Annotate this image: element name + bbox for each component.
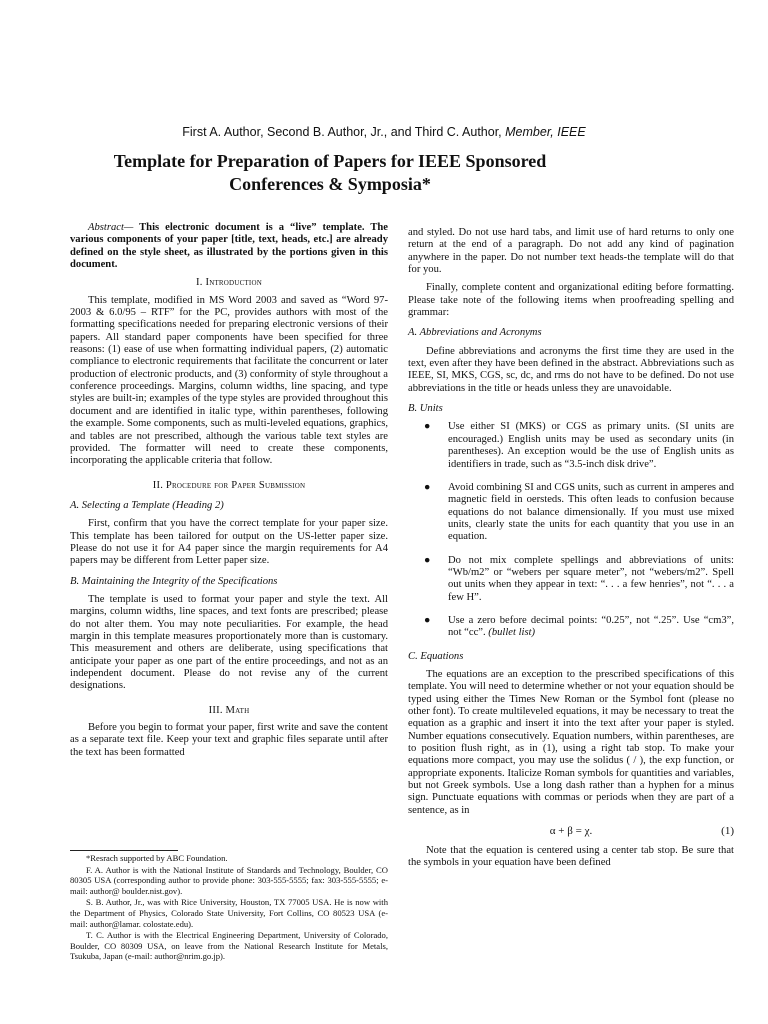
bullet-text: Use a zero before decimal points: “0.25”, not “.25”. Use “cm3”, not “cc”. (448, 614, 734, 639)
footnote-first-author: F. A. Author is with the National Institute of Standards and Technology, Boulder, CO 80305 USA (corresponding author to provide phone: 303-555-5555; fax: 303-555-5555; e-mail: author@ boulder.nist.gov). (70, 864, 388, 896)
abstract (70, 222, 388, 271)
introduction-paragraph: This template, modified in MS Word 2003 and saved as “Word 97-2003 & 6.0/95 – RTF” for the PC, provides authors with most of the formatting specifications needed for preparing electronic versions of their papers. All standard paper components have been specified for three reasons: (1) ease of use when formatting individual papers, (2) automatic compliance to electronic requirements that facilitate the concurrent or later production of electronic products, and (3) conformity of style throughout a conference proceedings. Margins, column widths, line spacing, and type styles are built-in; examples of the type styles are provided throughout this document and are identified in italic type, within parentheses, following the example. Some components, such as multi-leveled equations, graphics, and tables are not prescribed, although the various table text styles are provided. The formatter will need to create these components, incorporating the applicable criteria that follow. (70, 294, 388, 467)
equation-note-paragraph: Note that the equation is centered using a center tab stop. Be sure that the symbols in your equation have been defined (408, 845, 734, 869)
bullet-icon: ● (424, 614, 431, 626)
abstract-text: This electronic document is a “live” template. The various components of your paper [title, text, heads, etc.] are already defined on the style sheet, as illustrated by the portions given in this document. (70, 222, 388, 271)
math-paragraph: Before you begin to format your paper, first write and save the content as a separate text file. Keep your text and graphic files separate until after the text has been formatted (70, 722, 388, 758)
bullet-icon: ● (424, 554, 431, 566)
right-column (408, 227, 734, 870)
author-names: First A. Author, Second B. Author, Jr., and Third C. Author, (182, 125, 502, 139)
bullet-style-note: (bullet list) (488, 627, 536, 639)
page-title (20, 150, 640, 196)
bullet-text: Use either SI (MKS) or CGS as primary units. (SI units are encouraged.) English units may be used as secondary units (in parentheses). An exception would be the use of English units as identifiers in trade, such as “3.5-inch disk drive”. (448, 421, 734, 470)
list-item (408, 555, 734, 604)
bullet-text: Avoid combining SI and CGS units, such as current in amperes and magnetic field in oersteds. This often leads to confusion because equations do not balance dimensionally. If you must use mixed units, clearly state the units for each quantity that you use in an equation. (448, 481, 734, 543)
section-heading-math: III. Math (208, 704, 250, 716)
integrity-paragraph: The template is used to format your paper and style the text. All margins, column widths, line spaces, and text fonts are prescribed; please do not alter them. You may note peculiarities. For example, the head margin in this template measures proportionately more than is customary. This measurement and others are deliberate, using specifications that anticipate your paper as one part of the entire proceedings, and not as an independent document. Please do not revise any of the current designations. (70, 593, 388, 692)
abbreviations-paragraph: Define abbreviations and acronyms the first time they are used in the text, even after they have been defined in the abstract. Abbreviations such as IEEE, SI, MKS, CGS, sc, dc, and rms do not have to be defined. Do not use abbreviations in the title or heads unless they are unavoidable. (408, 345, 734, 394)
equations-paragraph: The equations are an exception to the prescribed specifications of this template. You will need to determine whether or not your equation should be typed using either the Times New Roman or the Symbol font (please no other font). To create multileveled equations, it may be necessary to treat the equation as a graphic and insert it into the text after your paper is styled. Number equations consecutively. Equation numbers, within parentheses, are to position flush right, as in (1), using a right tab stop. To make your equations more compact, you may use the solidus ( / ), the exp function, or appropriate exponents. Italicize Roman symbols for quantities and variables, but not Greek symbols. Use a long dash rather than a hyphen for a minus sign. Punctuate equations with commas or periods when they are part of a sentence, as in (408, 668, 734, 816)
author-line (0, 125, 768, 139)
subsection-heading-units: B. Units (408, 403, 443, 415)
subsection-heading-selecting-template: A. Selecting a Template (Heading 2) (70, 499, 224, 511)
footnote-support: *Resrach supported by ABC Foundation. (86, 853, 228, 863)
list-item (408, 421, 734, 470)
footnote-second-author: S. B. Author, Jr., was with Rice University, Houston, TX 77005 USA. He is now with the Department of Physics, Colorado State University, Fort Collins, CO 80523 USA (e-mail: author@lamar. colostate.edu). (70, 897, 388, 929)
left-column (70, 222, 388, 759)
list-item (408, 482, 734, 544)
list-item (408, 615, 734, 640)
author-membership: Member, IEEE (505, 125, 586, 139)
footnote-rule (70, 850, 178, 851)
equation-1 (408, 825, 734, 841)
selecting-template-paragraph: First, confirm that you have the correct template for your paper size. This template has been tailored for output on the US-letter paper size. Please do not use it for A4 paper since the margin requirements for A4 papers may be different from Letter paper size. (70, 518, 388, 567)
bullet-text: Do not mix complete spellings and abbreviations of units: “Wb/m2” or “webers per square meter”, not “webers/m2”. Spell out units when they appear in text: “. . . a few henries”, not “. . . a few H”. (448, 554, 734, 603)
subsection-heading-integrity: B. Maintaining the Integrity of the Specifications (70, 575, 278, 587)
subsection-heading-abbreviations: A. Abbreviations and Acronyms (408, 327, 542, 339)
equation-expression: α + β = χ. (549, 825, 593, 838)
footnote-third-author: T. C. Author is with the Electrical Engineering Department, University of Colorado, Boulder, CO 80309 USA, on leave from the National Research Institute for Metals, Tsukuba, Japan (e-mail: author@nrim.go.jp). (70, 930, 388, 962)
section-heading-introduction: I. Introduction (196, 277, 262, 289)
footnotes (70, 853, 388, 963)
subsection-heading-equations: C. Equations (408, 650, 464, 662)
equation-number: (1) (721, 825, 734, 838)
units-bullet-list (408, 421, 734, 639)
section-heading-procedure: II. Procedure for Paper Submission (152, 479, 306, 491)
math-paragraph-continued: and styled. Do not use hard tabs, and limit use of hard returns to only one return at the end of a paragraph. Do not add any kind of pagination anywhere in the paper. Do not number text heads-the template will do that for you. (408, 227, 734, 276)
abstract-label: Abstract— (88, 222, 134, 233)
title-line-1: Template for Preparation of Papers for IEEE Sponsored (113, 151, 547, 171)
title-line-2: Conferences & Symposia* (229, 174, 431, 194)
finally-paragraph: Finally, complete content and organizational editing before formatting. Please take note of the following items when proofreading spelling and grammar: (408, 282, 734, 319)
bullet-icon: ● (424, 481, 431, 493)
bullet-icon: ● (424, 421, 431, 433)
